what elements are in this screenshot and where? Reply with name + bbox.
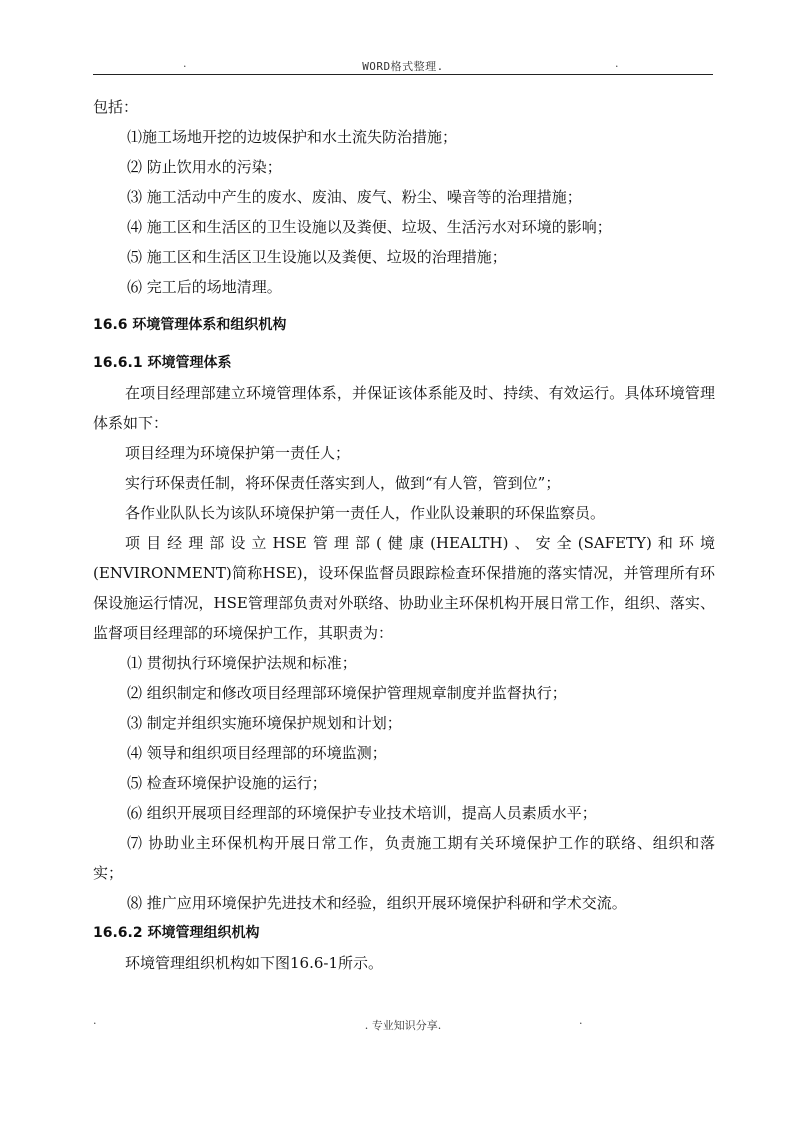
responsibility-line-3: 各作业队队长为该队环境保护第一责任人，作业队设兼职的环保监察员。 xyxy=(125,504,606,522)
section-heading-16-6-1: 16.6.1 环境管理体系 xyxy=(93,355,232,371)
responsibility-line-1: 项目经理为环境保护第一责任人； xyxy=(125,444,351,462)
footer-text: . 专业知识分享. xyxy=(364,1019,442,1032)
list2-item-4: ⑷ 领导和组织项目经理部的环境监测； xyxy=(127,744,387,762)
paragraph-hse-department: 项目经理部设立HSE管理部(健康(HEALTH)、安全(SAFETY)和环境(ENVIRONMENT)简称HSE)，设环保监督员跟踪检查环保措施的落实情况，并管理所有环保设施运行情况，HSE管理部负责对外联络、协助业主环保机构开展日常工作，组织、落实、监督项目经理部的环境保护工作，其职责为： xyxy=(93,534,715,642)
list2-item-3: ⑶ 制定并组织实施环境保护规划和计划； xyxy=(127,714,402,732)
list2-item-7: ⑺ 协助业主环保机构开展日常工作，负责施工期有关环境保护工作的联络、组织和落实； xyxy=(93,834,715,882)
section-heading-16-6-2: 16.6.2 环境管理组织机构 xyxy=(93,925,260,941)
list2-item-8: ⑻ 推广应用环境保护先进技术和经验，组织开展环境保护科研和学术交流。 xyxy=(127,894,627,912)
paragraph-management-system: 在项目经理部建立环境管理体系，并保证该体系能及时、持续、有效运行。具体环境管理体系如下： xyxy=(93,384,715,432)
list2-item-6: ⑹ 组织开展项目经理部的环境保护专业技术培训，提高人员素质水平； xyxy=(127,804,597,822)
list1-item-5: ⑸ 施工区和生活区卫生设施以及粪便、垃圾的治理措施； xyxy=(127,248,507,266)
section-heading-16-6: 16.6 环境管理体系和组织机构 xyxy=(93,317,287,333)
paragraph-org-figure-ref: 环境管理组织机构如下图16.6-1所示。 xyxy=(125,954,384,972)
header-dot-right: . xyxy=(615,57,619,70)
responsibility-line-2: 实行环保责任制，将环保责任落实到人，做到“有人管，管到位”； xyxy=(125,474,561,492)
list1-item-2: ⑵ 防止饮用水的污染； xyxy=(127,158,282,176)
footer-dot-right: . xyxy=(579,1014,583,1027)
intro-text: 包括： xyxy=(93,98,139,116)
list1-item-4: ⑷ 施工区和生活区的卫生设施以及粪便、垃圾、生活污水对环境的影响； xyxy=(127,218,612,236)
document-body xyxy=(93,92,715,978)
header-dot-left: . xyxy=(183,57,187,70)
header-title: WORD格式整理. xyxy=(362,60,444,73)
page-header xyxy=(93,54,713,75)
list1-item-1: ⑴施工场地开挖的边坡保护和水土流失防治措施； xyxy=(127,128,458,146)
list2-item-2: ⑵ 组织制定和修改项目经理部环境保护管理规章制度并监督执行； xyxy=(127,684,567,702)
list1-item-6: ⑹ 完工后的场地清理。 xyxy=(127,278,282,296)
footer-dot-left: . xyxy=(93,1014,97,1027)
list1-item-3: ⑶ 施工活动中产生的废水、废油、废气、粉尘、噪音等的治理措施； xyxy=(127,188,582,206)
list2-item-5: ⑸ 检查环境保护设施的运行； xyxy=(127,774,327,792)
list2-item-1: ⑴ 贯彻执行环境保护法规和标准； xyxy=(127,654,357,672)
page-footer xyxy=(93,1014,713,1034)
